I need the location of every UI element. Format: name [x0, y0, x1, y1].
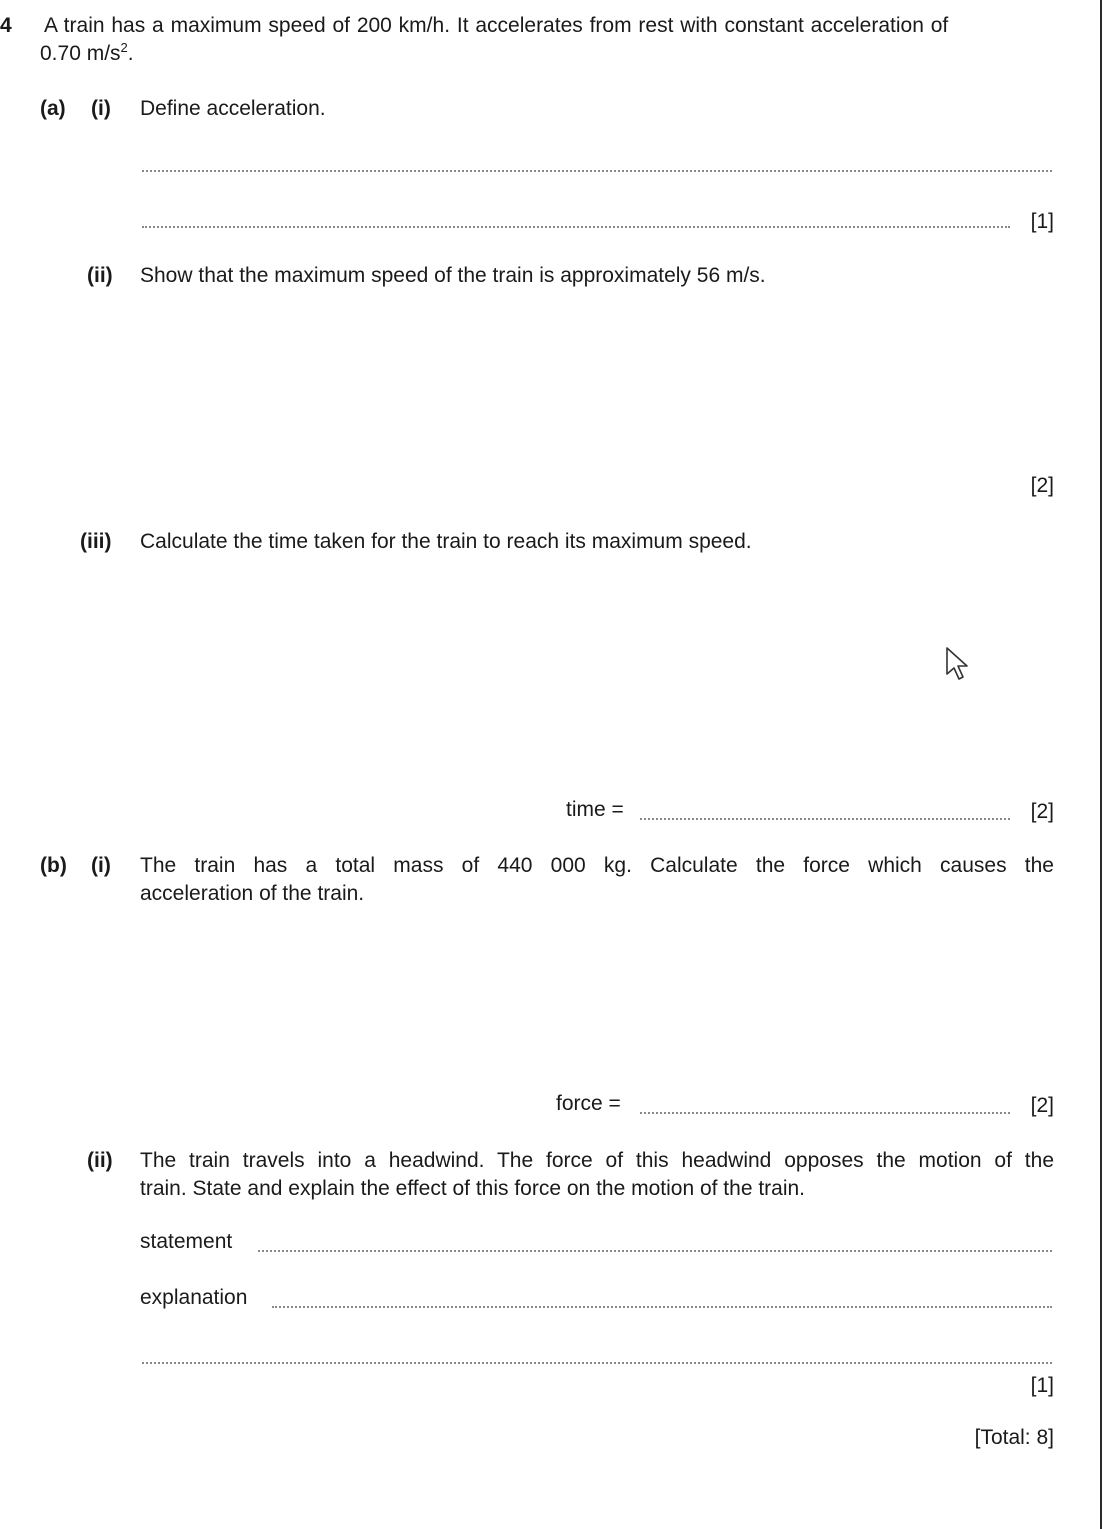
part-a-iii-label: (iii) — [80, 530, 112, 553]
answer-line-a-i-2[interactable] — [142, 226, 1010, 228]
time-answer-label: time = — [566, 798, 624, 821]
part-a-ii-text: Show that the maximum speed of the train is approximately 56 m/s. — [140, 264, 766, 287]
part-a-iii-text: Calculate the time taken for the train to reach its maximum speed. — [140, 530, 752, 553]
question-number: 4 — [0, 14, 12, 37]
mark-a-iii: [2] — [1030, 800, 1054, 823]
mouse-pointer-icon — [944, 646, 972, 682]
part-b-i-line2: acceleration of the train. — [140, 882, 365, 905]
part-b-i-line1: The train has a total mass of 440 000 kg. Calculate the force which causes the — [140, 854, 1054, 877]
part-a-i-label: (i) — [91, 97, 111, 120]
part-b-label: (b) — [40, 854, 67, 877]
question-intro-line2: 0.70 $m/s^2$. — [40, 40, 134, 65]
force-answer-line[interactable] — [640, 1112, 1010, 1114]
total-marks: [Total: 8] — [974, 1426, 1054, 1449]
explanation-label: explanation — [140, 1286, 248, 1309]
explanation-answer-line-2[interactable] — [142, 1362, 1052, 1364]
statement-label: statement — [140, 1230, 233, 1253]
mark-a-ii: [2] — [1030, 474, 1054, 497]
part-b-ii-line2: train. State and explain the effect of this force on the motion of the train. — [140, 1177, 806, 1200]
part-b-i-label: (i) — [91, 854, 111, 877]
mark-b-ii: [1] — [1030, 1374, 1054, 1397]
mark-a-i: [1] — [1030, 210, 1054, 233]
part-b-ii-line1: The train travels into a headwind. The force of this headwind opposes the motion of the — [140, 1149, 1054, 1172]
part-a-label: (a) — [40, 97, 66, 120]
mark-b-i: [2] — [1030, 1094, 1054, 1117]
answer-line-a-i-1[interactable] — [142, 170, 1052, 172]
page-border — [1100, 0, 1102, 1529]
statement-answer-line[interactable] — [258, 1250, 1052, 1252]
part-b-ii-label: (ii) — [87, 1149, 113, 1172]
unit-exponent: 2 — [120, 40, 128, 55]
part-a-i-text: Define acceleration. — [140, 97, 326, 120]
part-a-ii-label: (ii) — [87, 264, 113, 287]
explanation-answer-line-1[interactable] — [272, 1306, 1052, 1308]
force-answer-label: force = — [556, 1092, 621, 1115]
time-answer-line[interactable] — [640, 818, 1010, 820]
question-intro-line1: A train has a maximum speed of 200 km/h. It accelerates from rest with constant acceleration of — [44, 14, 949, 37]
acceleration-value: 0.70 m/s — [40, 42, 121, 65]
